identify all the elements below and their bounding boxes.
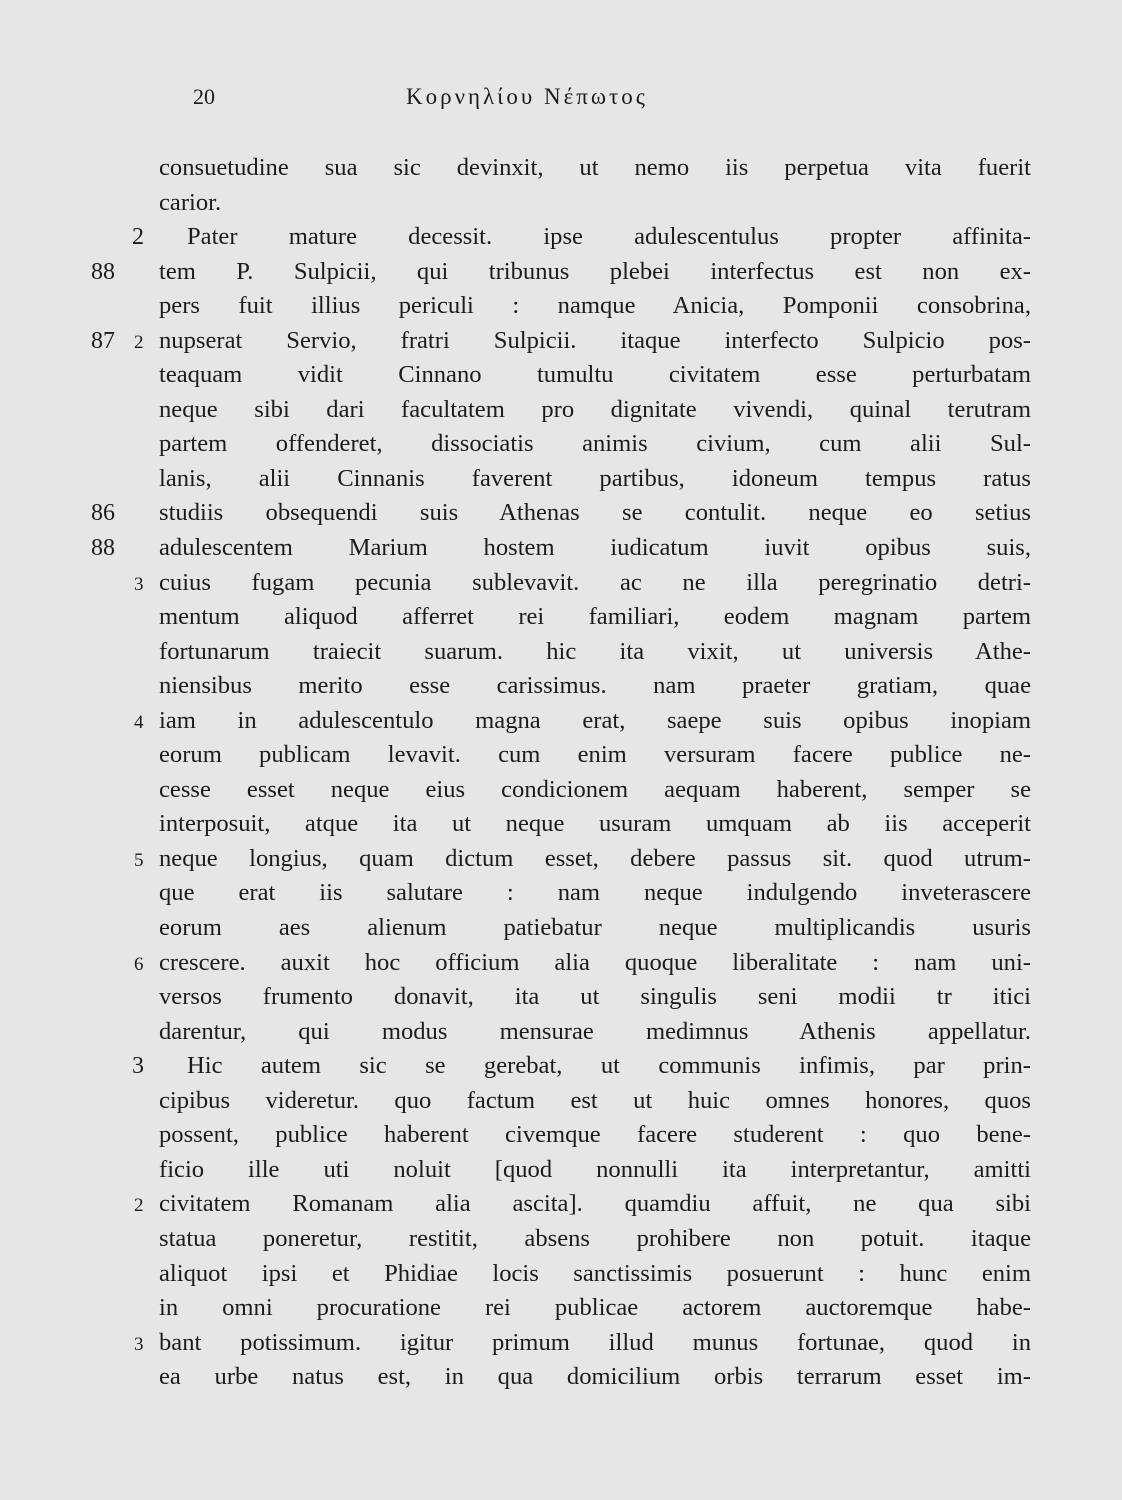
line-text: darentur, qui modus mensurae medimnus Athenis appellatur. — [159, 1017, 1031, 1045]
line-text: nupserat Servio, fratri Sulpicii. itaque interfecto Sulpicio pos- — [159, 326, 1031, 354]
text-line — [0, 635, 1122, 670]
page-header — [0, 84, 1122, 118]
chapter-number: 2 — [132, 224, 144, 251]
line-text: fortunarum traiecit suarum. hic ita vixit, ut universis Athe- — [159, 637, 1031, 665]
text-line — [0, 324, 1122, 359]
page-number: 20 — [193, 84, 215, 109]
line-text: cuius fugam pecunia sublevavit. ac ne illa peregrinatio detri- — [159, 568, 1031, 596]
line-text: teaquam vidit Cinnano tumultu civitatem esse perturbatam — [159, 361, 1031, 389]
text-line — [0, 531, 1122, 566]
section-number: 2 — [134, 331, 144, 353]
text-line — [0, 911, 1122, 946]
line-text: eorum aes alienum patiebatur neque multiplicandis usuris — [159, 914, 1031, 942]
text-line — [0, 1360, 1122, 1395]
text-line — [0, 1153, 1122, 1188]
line-text: ficio ille uti noluit [quod nonnulli ita interpretantur, amitti — [159, 1155, 1031, 1183]
margin-year-note: 86 — [91, 500, 115, 527]
text-line — [0, 496, 1122, 531]
running-title: Κορνηλίου Νέπωτος — [406, 84, 648, 109]
line-text: crescere. auxit hoc officium alia quoque liberalitate : nam uni- — [159, 948, 1031, 976]
text-line — [0, 842, 1122, 877]
line-text: eorum publicam levavit. cum enim versuram facere publice ne- — [159, 741, 1031, 769]
text-line — [0, 1118, 1122, 1153]
text-line — [0, 1084, 1122, 1119]
text-line — [0, 946, 1122, 981]
line-text: neque longius, quam dictum esset, debere passus sit. quod utrum- — [159, 844, 1031, 872]
text-line — [0, 220, 1122, 255]
text-line — [0, 980, 1122, 1015]
line-text: pers fuit illius periculi : namque Anicia, Pomponii consobrina, — [159, 292, 1031, 320]
line-text: versos frumento donavit, ita ut singulis seni modii tr itici — [159, 983, 1031, 1011]
line-text: mentum aliquod afferret rei familiari, eodem magnam partem — [159, 603, 1031, 631]
section-number: 2 — [134, 1195, 144, 1217]
line-text: neque sibi dari facultatem pro dignitate vivendi, quinal terutram — [159, 395, 1031, 423]
section-number: 3 — [134, 1333, 144, 1355]
line-text: Pater mature decessit. ipse adulescentulus propter affinita- — [187, 223, 1031, 251]
text-line — [0, 1257, 1122, 1292]
text-line — [0, 1187, 1122, 1222]
text-line — [0, 876, 1122, 911]
line-text: statua poneretur, restitit, absens prohibere non potuit. itaque — [159, 1224, 1031, 1252]
margin-year-note: 88 — [91, 535, 115, 562]
section-number: 5 — [134, 849, 144, 871]
latin-text-body — [0, 151, 1122, 1395]
text-line — [0, 773, 1122, 808]
text-line — [0, 151, 1122, 186]
text-line — [0, 462, 1122, 497]
line-text: consuetudine sua sic devinxit, ut nemo iis perpetua vita fuerit — [159, 154, 1031, 181]
text-line — [0, 393, 1122, 428]
line-text: carior. — [159, 188, 222, 216]
line-text: aliquot ipsi et Phidiae locis sanctissimis posuerunt : hunc enim — [159, 1259, 1031, 1287]
text-line — [0, 289, 1122, 324]
text-line — [0, 1015, 1122, 1050]
text-line — [0, 255, 1122, 290]
line-text: tem P. Sulpicii, qui tribunus plebei interfectus est non ex- — [159, 257, 1031, 285]
chapter-number: 3 — [132, 1053, 144, 1080]
text-line — [0, 186, 1122, 221]
line-text: niensibus merito esse carissimus. nam praeter gratiam, quae — [159, 672, 1031, 700]
text-line — [0, 427, 1122, 462]
text-line — [0, 704, 1122, 739]
margin-year-note: 87 — [91, 327, 115, 354]
text-line — [0, 566, 1122, 601]
text-line — [0, 1049, 1122, 1084]
line-text: Hic autem sic se gerebat, ut communis infimis, par prin- — [187, 1052, 1031, 1080]
line-text: bant potissimum. igitur primum illud munus fortunae, quod in — [159, 1328, 1031, 1356]
text-line — [0, 807, 1122, 842]
text-line — [0, 738, 1122, 773]
text-line — [0, 669, 1122, 704]
line-text: interposuit, atque ita ut neque usuram umquam ab iis acceperit — [159, 810, 1031, 838]
line-text: partem offenderet, dissociatis animis civium, cum alii Sul- — [159, 430, 1031, 458]
section-number: 3 — [134, 573, 144, 595]
text-line — [0, 600, 1122, 635]
line-text: que erat iis salutare : nam neque indulgendo inveterascere — [159, 879, 1031, 907]
line-text: cesse esset neque eius condicionem aequam haberent, semper se — [159, 775, 1031, 803]
line-text: iam in adulescentulo magna erat, saepe suis opibus inopiam — [159, 706, 1031, 734]
line-text: in omni procuratione rei publicae actorem auctoremque habe- — [159, 1294, 1031, 1322]
text-line — [0, 358, 1122, 393]
margin-year-note: 88 — [91, 258, 115, 285]
line-text: cipibus videretur. quo factum est ut huic omnes honores, quos — [159, 1086, 1031, 1114]
section-number: 4 — [134, 711, 144, 733]
text-line — [0, 1222, 1122, 1257]
line-text: studiis obsequendi suis Athenas se contulit. neque eo setius — [159, 499, 1031, 527]
line-text: lanis, alii Cinnanis faverent partibus, idoneum tempus ratus — [159, 464, 1031, 492]
text-line — [0, 1326, 1122, 1361]
line-text: civitatem Romanam alia ascita]. quamdiu affuit, ne qua sibi — [159, 1190, 1031, 1218]
text-line — [0, 1291, 1122, 1326]
line-text: ea urbe natus est, in qua domicilium orbis terrarum esset im- — [159, 1363, 1031, 1391]
line-text: adulescentem Marium hostem iudicatum iuvit opibus suis, — [159, 534, 1031, 562]
section-number: 6 — [134, 953, 144, 975]
line-text: possent, publice haberent civemque facere studerent : quo bene- — [159, 1121, 1031, 1149]
